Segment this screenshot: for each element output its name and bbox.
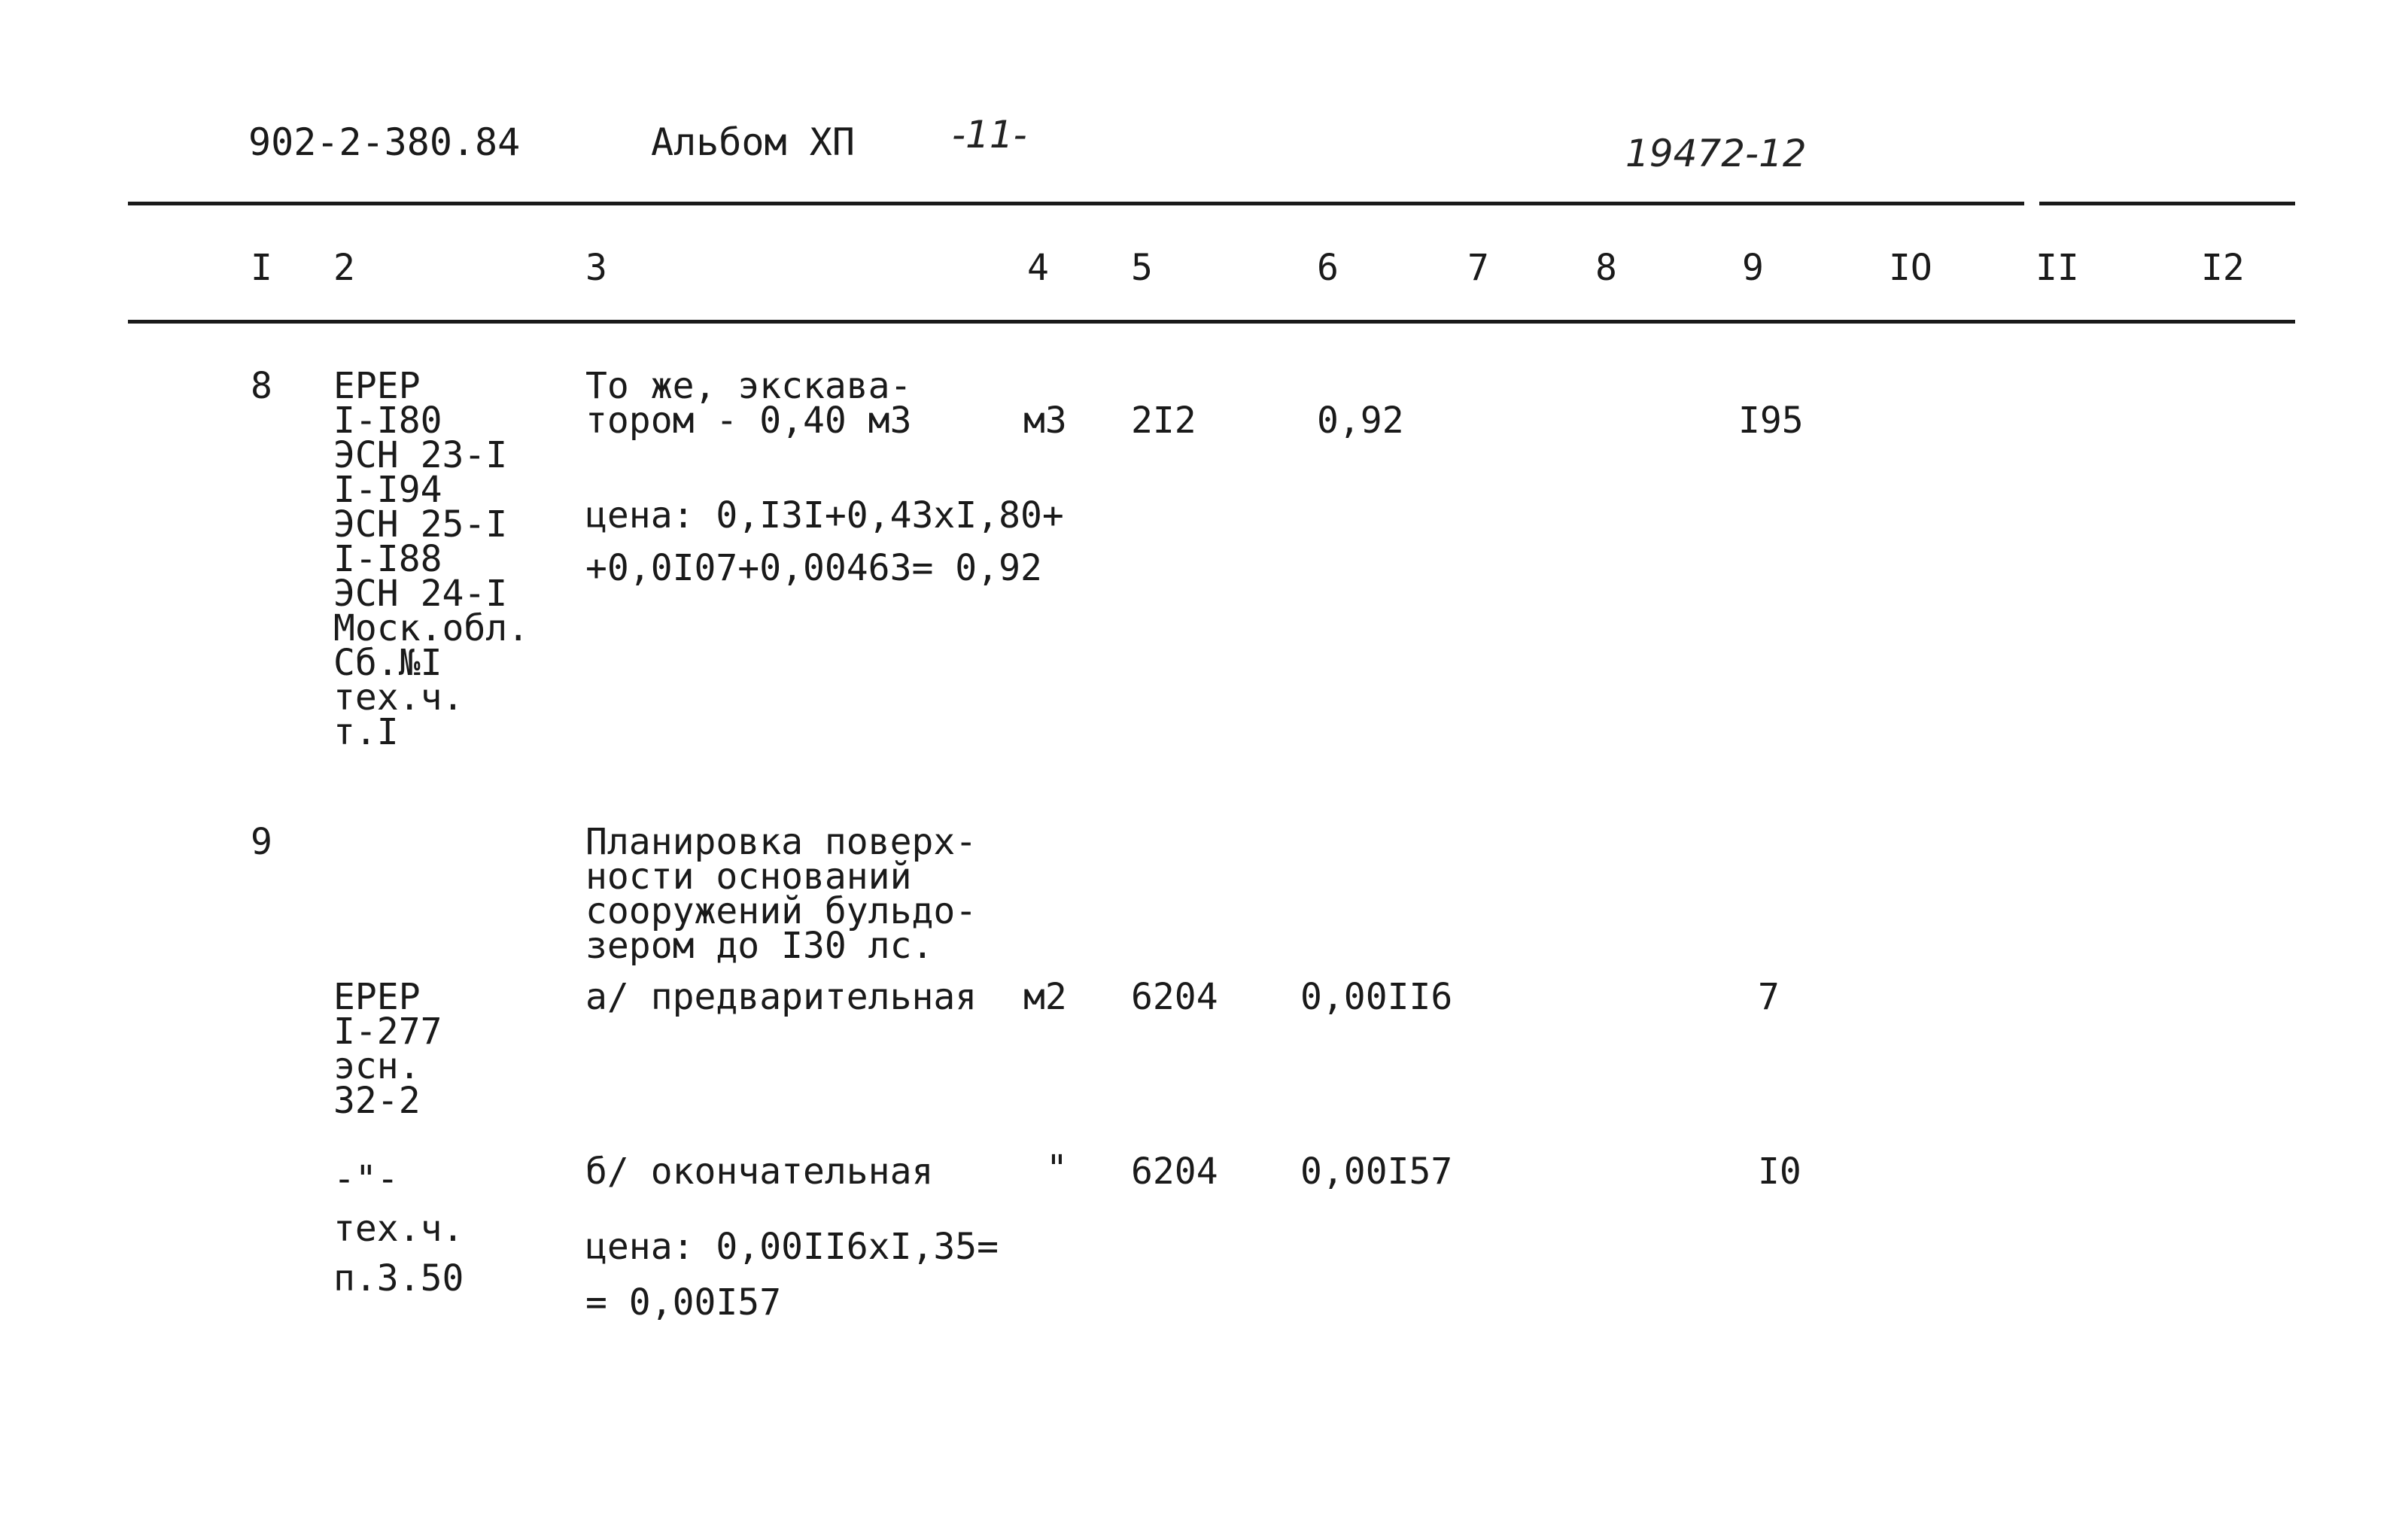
reference-code: ЭСН 23-I [333,434,508,476]
reference-code: п.3.50 [333,1257,464,1299]
reference-code: -"- [333,1158,399,1200]
column-number: 2 [333,247,355,289]
column-number: 8 [1595,247,1617,289]
reference-code: эсн. [333,1045,421,1087]
reference-code: I-I80 [333,400,442,442]
calculation-line: = 0,00I57 [585,1281,782,1324]
column-number: I [251,247,272,289]
calculation-line: +0,0I07+0,00463= 0,92 [585,547,1042,589]
column-number: 5 [1131,247,1153,289]
header-bottom-rule [128,320,2295,324]
description-line: тором - 0,40 м3 [585,400,912,442]
column-number: 3 [585,247,607,289]
handwritten-number: 19472-12 [1625,132,1807,175]
album-label: Альбом ХП [651,120,855,164]
reference-codes [333,1154,464,1303]
column-number: II [2036,247,2079,289]
reference-code: тех.ч. [333,676,464,719]
calculation-line: цена: 0,I3I+0,43хI,80+ [585,494,1064,537]
column-9-value: I95 [1738,400,1804,442]
page-mark: -11- [952,113,1027,157]
top-rule-right [2039,202,2295,205]
reference-code: тех.ч. [333,1208,464,1250]
unit-price: 0,92 [1317,400,1404,442]
calculation-line: цена: 0,00II6хI,35= [585,1226,999,1268]
description-line: То же, экскава- [585,365,912,407]
column-number: 4 [1027,247,1049,289]
row-number: 9 [251,821,272,863]
column-number: 7 [1467,247,1489,289]
reference-codes [333,365,530,753]
description-line: ности оснований [585,856,912,898]
work-description [585,365,912,442]
reference-code: Сб.№I [333,642,442,684]
work-description [585,821,977,967]
column-number: 9 [1742,247,1764,289]
column-9-value: I0 [1758,1151,1801,1193]
unit: м3 [1023,400,1067,442]
row-number: 8 [251,365,272,407]
column-9-value: 7 [1758,976,1780,1018]
quantity: 6204 [1131,976,1218,1018]
reference-code: I-277 [333,1011,442,1053]
price-calculation [585,1219,999,1330]
unit: " [1046,1148,1068,1190]
subitem-name: а/ предварительная [585,976,977,1018]
reference-code: ЭСН 25-I [333,503,508,546]
reference-code: 32-2 [333,1080,421,1122]
reference-code: ЕРЕР [333,976,421,1018]
column-number: IO [1889,247,1932,289]
subitem-name: б/ окончательная [585,1151,934,1193]
unit: м2 [1023,976,1067,1018]
reference-code: ЕРЕР [333,365,421,407]
unit-price: 0,00II6 [1300,976,1453,1018]
reference-code: Моск.обл. [333,607,530,649]
document-code: 902-2-380.84 [248,120,521,164]
reference-code: ЭСН 24-I [333,573,508,615]
reference-code: т.I [333,711,399,753]
top-rule-left [128,202,2024,205]
column-number: I2 [2201,247,2245,289]
price-calculation [585,489,1064,594]
description-line: сооружений бульдо- [585,890,977,932]
reference-code: I-I94 [333,469,442,511]
quantity: 2I2 [1131,400,1196,442]
reference-codes [333,976,442,1122]
reference-code: I-I88 [333,538,442,580]
quantity: 6204 [1131,1151,1218,1193]
unit-price: 0,00I57 [1300,1151,1453,1193]
column-number: 6 [1317,247,1339,289]
description-line: Планировка поверх- [585,821,977,863]
description-line: зером до I30 лс. [585,925,934,967]
